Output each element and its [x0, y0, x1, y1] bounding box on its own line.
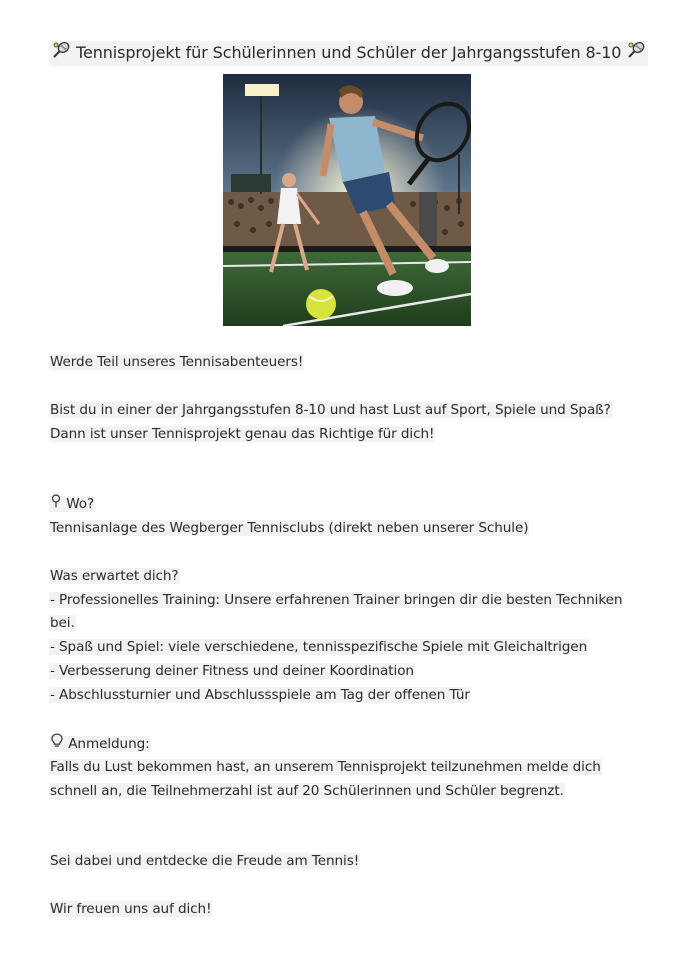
- registration-line: [49, 757, 602, 777]
- paragraph-line: [49, 424, 435, 444]
- registration-heading-line: [49, 733, 151, 754]
- registration-heading: Anmeldung:: [68, 735, 150, 752]
- list-item: [49, 590, 623, 610]
- page-title: Tennisprojekt für Schülerinnen und Schüler der Jahrgangsstufen 8-10: [76, 43, 622, 62]
- list-item-text: - Verbesserung deiner Fitness und deiner Koordination: [50, 663, 414, 679]
- intro-text: Werde Teil unseres Tennisabenteuers!: [50, 354, 304, 370]
- list-item-text: - Abschlussturnier und Abschlussspiele am Tag der offenen Tür: [50, 687, 470, 703]
- where-heading-line: [49, 494, 95, 514]
- registration-text: schnell an, die Teilnehmerzahl ist auf 20 Schülerinnen und Schüler begrenzt.: [50, 783, 564, 799]
- paragraph-text: Bist du in einer der Jahrgangsstufen 8-10 und hast Lust auf Sport, Spiele und Spaß?: [50, 402, 611, 418]
- expect-heading-line: [49, 566, 180, 586]
- tennis-players-illustration: [223, 74, 471, 326]
- where-text: Tennisanlage des Wegberger Tennisclubs (direkt neben unserer Schule): [50, 520, 529, 536]
- expect-heading: Was erwartet dich?: [50, 568, 179, 584]
- intro-line: [49, 352, 304, 372]
- list-item: [49, 613, 76, 633]
- list-item: [49, 637, 588, 657]
- list-item-text: - Professionelles Training: Unsere erfahrenen Trainer bringen dir die besten Techniken: [50, 592, 623, 608]
- pin-icon: [50, 494, 62, 514]
- racket-icon: [626, 41, 646, 66]
- list-item-text: - Spaß und Spiel: viele verschiedene, tennisspezifische Spiele mit Gleichaltrigen: [50, 639, 588, 655]
- where-line: [49, 518, 529, 538]
- list-item-text: bei.: [50, 615, 75, 631]
- document-title-row: [49, 41, 648, 66]
- closing-text: Wir freuen uns auf dich!: [50, 901, 212, 917]
- paragraph-text: Dann ist unser Tennisprojekt genau das Richtige für dich!: [50, 426, 435, 442]
- registration-line: [49, 781, 565, 801]
- list-item: [49, 685, 471, 705]
- closing-line: [49, 899, 212, 919]
- where-heading: Wo?: [66, 496, 95, 512]
- closing-line: [49, 851, 360, 871]
- closing-text: Sei dabei und entdecke die Freude am Tennis!: [50, 853, 360, 869]
- racket-icon: [51, 41, 71, 66]
- registration-text: Falls du Lust bekommen hast, an unserem Tennisprojekt teilzunehmen melde dich: [50, 759, 601, 775]
- lightbulb-icon: [50, 733, 64, 754]
- paragraph-line: [49, 400, 612, 420]
- list-item: [49, 661, 415, 681]
